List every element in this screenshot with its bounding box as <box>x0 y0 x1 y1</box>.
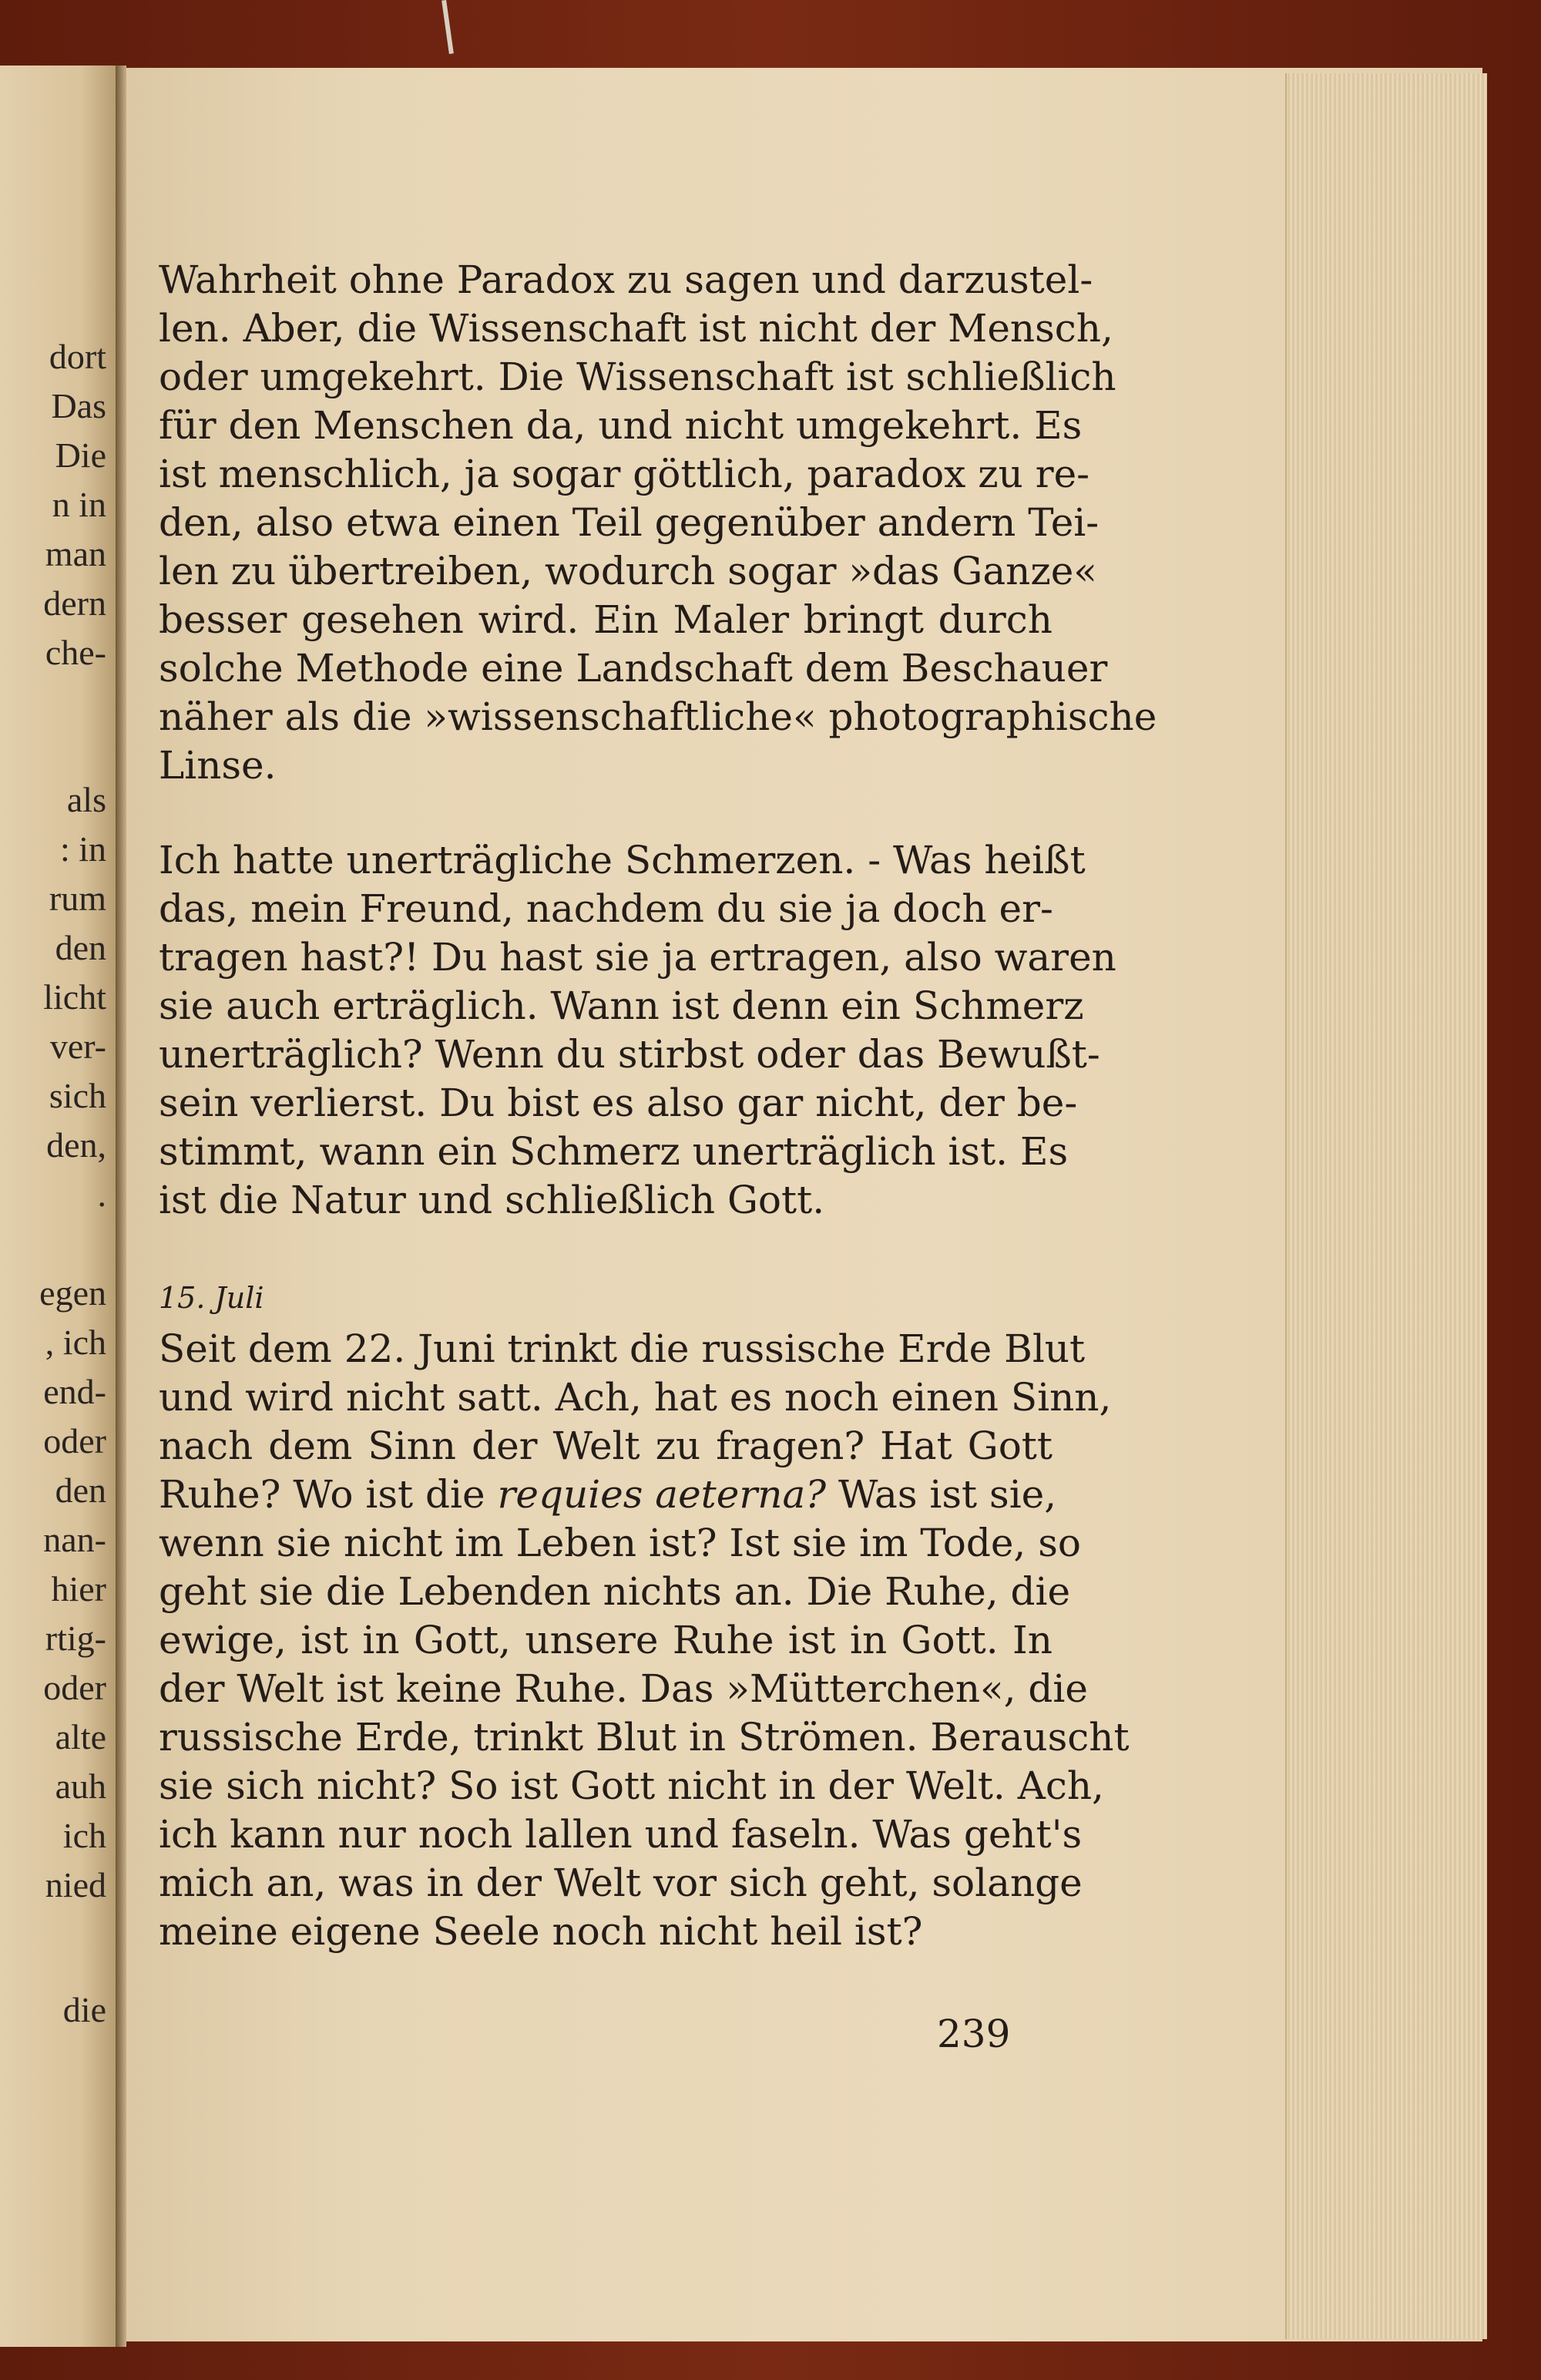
text-line: len zu übertreiben, wodurch sogar »das Ganze« <box>159 549 1097 593</box>
latin-phrase: requies aeterna? <box>497 1472 827 1517</box>
text-line: oder umgekehrt. Die Wissenschaft ist schließlich <box>159 355 1116 399</box>
paragraph <box>159 836 1116 1225</box>
left-fragment: , ich <box>45 1323 106 1362</box>
paragraph-gap <box>159 1225 1053 1271</box>
left-fragment: Die <box>55 435 106 475</box>
text-run: Ruhe? Wo ist die <box>159 1472 498 1517</box>
left-fragment: auh <box>55 1767 106 1806</box>
left-fragment: oder <box>43 1668 106 1707</box>
text-line: Seit dem 22. Juni trinkt die russische Erde Blut <box>159 1326 1086 1371</box>
text-line: nach dem Sinn der Welt zu fragen? Hat Gott <box>159 1424 1053 1468</box>
text-line: ich kann nur noch lallen und faseln. Was geht's <box>159 1812 1083 1857</box>
left-fragment: oder <box>43 1421 106 1461</box>
text-line: tragen hast?! Du hast sie ja ertragen, also waren <box>159 935 1116 980</box>
left-fragment: end- <box>43 1372 106 1411</box>
text-line: der Welt ist keine Ruhe. Das »Mütterchen«, die <box>159 1666 1088 1711</box>
left-fragment: nan- <box>43 1520 106 1559</box>
paragraph-gap <box>159 790 1053 836</box>
paragraph <box>159 1325 1130 1956</box>
left-fragment: rtig- <box>45 1619 106 1658</box>
left-fragment: hier <box>51 1569 106 1609</box>
date-heading: 15. Juli <box>159 1281 264 1315</box>
text-line: den, also etwa einen Teil gegenüber andern Tei- <box>159 500 1100 545</box>
left-fragment: nied <box>45 1865 106 1904</box>
text-line: das, mein Freund, nachdem du sie ja doch er- <box>159 886 1053 931</box>
text-line: unerträglich? Wenn du stirbst oder das Bewußt- <box>159 1032 1100 1077</box>
text-line: sie auch erträglich. Wann ist denn ein Schmerz <box>159 983 1084 1028</box>
text-line: Linse. <box>159 743 277 788</box>
text-line: solche Methode eine Landschaft dem Beschauer <box>159 646 1108 691</box>
text-line: mich an, was in der Welt vor sich geht, solange <box>159 1861 1083 1905</box>
left-fragment: dort <box>49 337 106 376</box>
text-line: len. Aber, die Wissenschaft ist nicht der Mensch, <box>159 306 1113 351</box>
text-line: meine eigene Seele noch nicht heil ist? <box>159 1909 923 1954</box>
text-line: ist menschlich, ja sogar göttlich, paradox zu re- <box>159 452 1090 496</box>
text-line: ist die Natur und schließlich Gott. <box>159 1178 825 1222</box>
left-fragment: Das <box>51 386 106 425</box>
text-line: und wird nicht satt. Ach, hat es noch einen Sinn, <box>159 1375 1112 1420</box>
left-fragment: dern <box>43 583 106 623</box>
left-fragment: man <box>45 534 106 573</box>
text-line: russische Erde, trinkt Blut in Strömen. Berauscht <box>159 1715 1130 1760</box>
text-line: besser gesehen wird. Ein Maler bringt durch <box>159 597 1053 642</box>
left-fragment: ich <box>62 1816 106 1855</box>
text-run: Was ist sie, <box>826 1472 1057 1517</box>
left-fragment: licht <box>43 977 106 1017</box>
text-line: wenn sie nicht im Leben ist? Ist sie im Tode, so <box>159 1521 1081 1565</box>
text-line: geht sie die Lebenden nichts an. Die Ruhe, die <box>159 1569 1071 1614</box>
left-fragment: die <box>62 1990 106 2029</box>
left-fragment: alte <box>55 1717 106 1756</box>
left-fragment: den <box>55 928 106 967</box>
paragraph <box>159 256 1157 790</box>
left-fragment: ver- <box>49 1027 106 1066</box>
text-block <box>159 256 1157 1956</box>
text-line: Wahrheit ohne Paradox zu sagen und darzustel- <box>159 257 1093 302</box>
left-fragment: n in <box>52 485 106 524</box>
left-fragment: egen <box>39 1273 106 1313</box>
left-fragment: rum <box>49 879 106 918</box>
book-gutter <box>116 66 126 2347</box>
text-line <box>159 1471 1057 1519</box>
left-fragment: den <box>55 1471 106 1510</box>
text-line: für den Menschen da, und nicht umgekehrt. Es <box>159 403 1083 448</box>
text-line: näher als die »wissenschaftliche« photographische <box>159 694 1157 739</box>
text-line: stimmt, wann ein Schmerz unerträglich ist. Es <box>159 1129 1069 1174</box>
left-fragment: che- <box>45 633 106 672</box>
left-fragment: den, <box>46 1125 106 1165</box>
left-fragment: : in <box>59 829 106 869</box>
text-line: sein verlierst. Du bist es also gar nicht, der be- <box>159 1081 1078 1125</box>
page-number: 239 <box>937 2012 1011 2056</box>
left-fragment: als <box>66 780 106 819</box>
text-line: Ich hatte unerträgliche Schmerzen. - Was heißt <box>159 838 1086 882</box>
text-line: ewige, ist in Gott, unsere Ruhe ist in Gott. In <box>159 1618 1053 1662</box>
left-fragment: sich <box>49 1076 106 1115</box>
left-fragment: . <box>97 1175 106 1214</box>
text-line: sie sich nicht? So ist Gott nicht in der Welt. Ach, <box>159 1763 1104 1808</box>
left-page <box>0 66 116 2347</box>
page-edges <box>1285 73 1487 2339</box>
